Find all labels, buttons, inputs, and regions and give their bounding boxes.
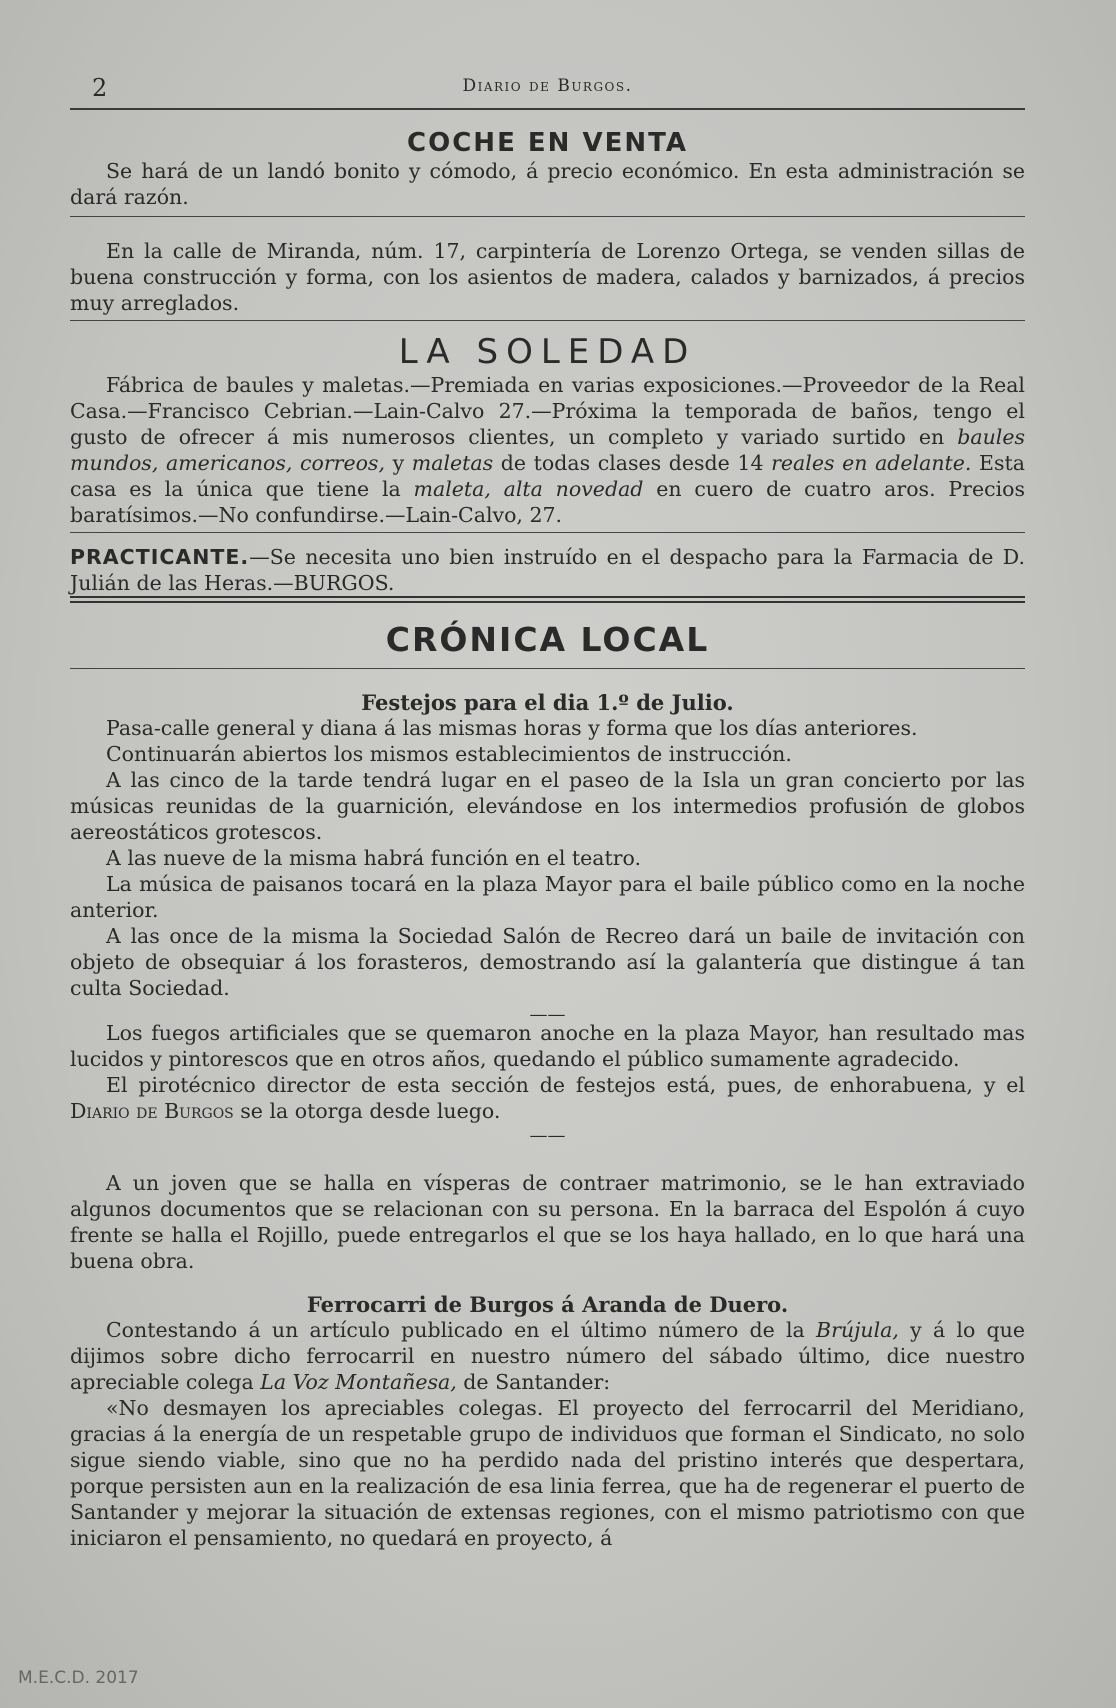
running-title: Diario de Burgos. [462,76,633,96]
ad-practicante [70,544,1025,596]
divider [70,532,1025,533]
paragraph: Pasa-calle general y diana á las mismas horas y forma que los días anteriores. [106,716,918,740]
article-fuegos [70,1020,1025,1144]
article-festejos-title: Festejos para el dia 1.º de Julio. [361,690,734,715]
divider [70,668,1025,669]
paragraph: Los fuegos artificiales que se quemaron anoche en la plaza Mayor, han resultado mas lucidos y pintorescos que en otros años, quedando el público sumamente agradecido. [70,1021,1025,1071]
page-header [70,68,1025,110]
paragraph: A las nueve de la misma habrá función en el teatro. [106,846,642,870]
separator: —— [529,1004,566,1025]
paragraph: A un joven que se halla en vísperas de contraer matrimonio, se le han extraviado algunos documentos que se relacionan con su persona. En la barraca del Espolón á cuyo frente se halla el Rojillo, puede entregarlos el que se los haya hallado, en lo que hará una buena obra. [70,1171,1025,1273]
separator: —— [529,1125,566,1146]
paragraph: El pirotécnico director de esta sección de festejos está, pues, de enhorabuena, y el Diario de Burgos se la otorga desde luego. [70,1073,1025,1123]
paragraph: A las cinco de la tarde tendrá lugar en el paseo de la Isla un gran concierto por las músicas reunidas de la guarnición, elevándose en los intermedios profusión de globos aereostáticos grotescos. [70,768,1025,844]
ad-coche-title: COCHE EN VENTA [407,128,688,158]
ad-sillas-body: En la calle de Miranda, núm. 17, carpintería de Lorenzo Ortega, se venden sillas de buena construcción y forma, con los asientos de madera, calados y barnizados, á precios muy arreglados. [70,239,1025,315]
article-ferrocarril [70,1292,1025,1551]
article-joven [70,1170,1025,1274]
paragraph: Continuarán abiertos los mismos establecimientos de instrucción. [106,742,792,766]
ad-coche-body: Se hará de un landó bonito y cómodo, á precio económico. En esta administración se dará razón. [70,159,1025,209]
page-number: 2 [92,74,108,102]
ad-sillas [70,238,1025,316]
cronica-section [70,620,1025,659]
ad-soledad [70,332,1025,528]
article-festejos [70,690,1025,1023]
ad-practicante-body: PRACTICANTE.—Se necesita uno bien instruído en el despacho para la Farmacia de D. Julián de las Heras.—BURGOS. [70,545,1025,595]
paragraph: La música de paisanos tocará en la plaza Mayor para el baile público como en la noche anterior. [70,872,1025,922]
section-title: CRÓNICA LOCAL [385,620,710,659]
ad-soledad-title: LA SOLEDAD [398,332,697,372]
paragraph: «No desmayen los apreciables colegas. El proyecto del ferrocarril del Meridiano, gracias á la energía de un respetable grupo de individuos que forman el Sindicato, no solo sigue siendo viable, sino que no ha perdido nada del pristino interés que despertara, porque persisten aun en la realización de esa linia ferrea, que ha de regenerar el puerto de Santander y mejorar la situación de extensas regiones, con el mismo patriotismo con que iniciaron el pensamiento, no quedará en proyecto, á [70,1396,1025,1550]
paragraph: Contestando á un artículo publicado en el último número de la Brújula, y á lo que dijimos sobre dicho ferrocarril en nuestro número del sábado último, dice nuestro apreciable colega La Voz Montañesa, de Santander: [70,1318,1025,1394]
watermark: M.E.C.D. 2017 [18,1668,139,1688]
divider [70,216,1025,217]
article-ferrocarril-title: Ferrocarri de Burgos á Aranda de Duero. [306,1292,789,1317]
ad-soledad-body: Fábrica de baules y maletas.—Premiada en varias exposiciones.—Proveedor de la Real Casa.—Francisco Cebrian.—Lain-Calvo 27.—Próxima la temporada de baños, tengo el gusto de ofrecer á mis numerosos clientes, un completo y variado surtido en baules mundos, americanos, correos, y maletas de todas clases desde 14 reales en adelante. Esta casa es la única que tiene la maleta, alta novedad en cuero de cuatro aros. Precios baratísimos.—No confundirse.—Lain-Calvo, 27. [70,373,1025,527]
ad-coche [70,128,1025,210]
divider [70,320,1025,321]
paragraph: A las once de la misma la Sociedad Salón de Recreo dará un baile de invitación con objeto de obsequiar á los forasteros, demostrando así la galantería que distingue á tan culta Sociedad. [70,924,1025,1000]
double-divider [70,596,1025,603]
